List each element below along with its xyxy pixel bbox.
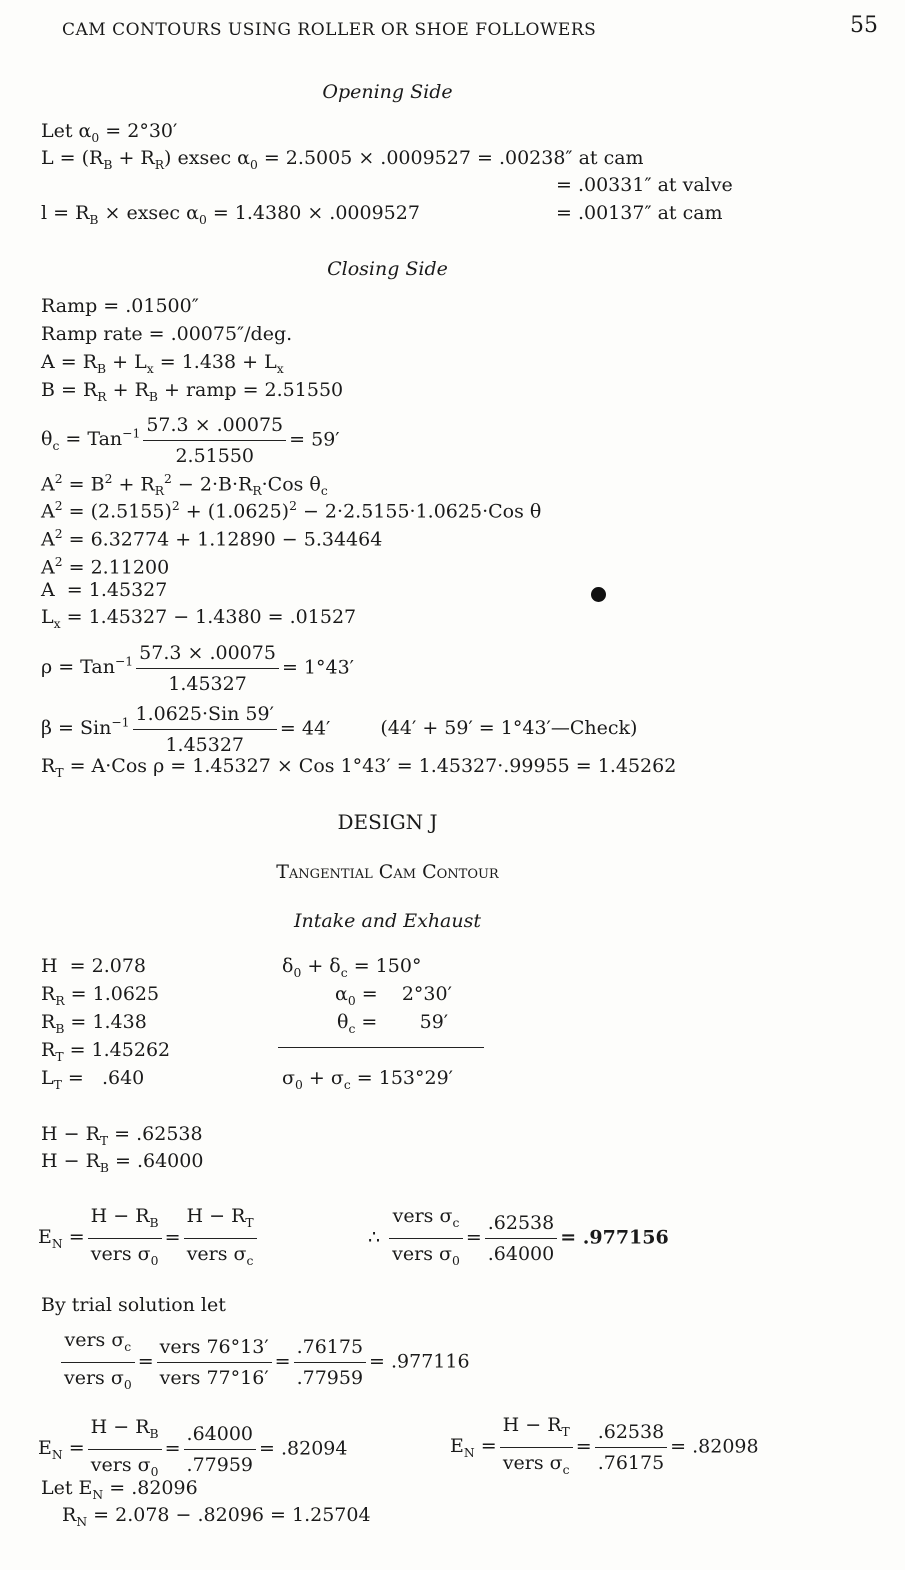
equation: Ramp = .01500″ [41, 295, 199, 317]
denominator: 2.51550 [175, 444, 255, 467]
equation: $A^2 = 6.32774 + 1.12890 - 5.34464$ [41, 527, 383, 551]
angle-value: $\theta_c$ = 59′ [337, 1011, 449, 1036]
denominator: .64000 [487, 1242, 555, 1265]
denominator: .76175 [597, 1451, 665, 1474]
equation: A = 1.45327 [41, 579, 168, 601]
equation-beta [41, 693, 637, 760]
running-header: CAM CONTOURS USING ROLLER OR SHOE FOLLOWERS [62, 20, 597, 40]
text-line: By trial solution let [41, 1294, 226, 1316]
numerator: 1.0625·Sin 59′ [133, 699, 277, 730]
numerator: .62538 [595, 1417, 667, 1448]
fraction [184, 1201, 257, 1276]
equation: $A^2 = 2.11200$ [41, 555, 170, 579]
lhs: $\theta_c = Tan^{-1}$ [41, 427, 141, 454]
lhs: $E_N$ = [38, 1226, 85, 1252]
denominator: .77959 [296, 1366, 364, 1389]
equation: $A^2 = (2.5155)^2 + (1.0625)^2 - 2\cdot 2.5155\cdot 1.0625\cdot Cos$ θ [41, 499, 542, 523]
result: = .977156 [560, 1226, 669, 1249]
denominator: vers $\sigma_0$ [64, 1366, 132, 1392]
equals: = [164, 1437, 181, 1460]
result: = .977116 [369, 1350, 470, 1373]
denominator: vers $\sigma_c$ [186, 1242, 254, 1268]
fraction [88, 1201, 162, 1276]
equation: $R_N = 2.078 - .82096 = 1.25704$ [62, 1504, 371, 1529]
numerator: vers $\sigma_c$ [61, 1325, 135, 1363]
equation: $H - R_T = .62538$ [41, 1123, 203, 1148]
result: = .82094 [259, 1437, 348, 1460]
denominator: vers 77°16′ [159, 1366, 269, 1389]
equals: = [274, 1350, 291, 1373]
equation: $L = (R_B + R_R)$ exsec $\alpha_0 = 2.5005 \times .0009527 = .00238''$ at cam [41, 147, 644, 172]
numerator: $H - R_T$ [500, 1410, 573, 1448]
fraction [157, 1332, 272, 1393]
equation-en-rt [450, 1410, 759, 1485]
denominator: vers $\sigma_0$ [90, 1242, 159, 1268]
lhs: ρ = Tan$^{-1}$ [41, 655, 134, 679]
closing-side-heading: Closing Side [327, 258, 448, 280]
lhs: $E_N$ = [38, 1437, 85, 1463]
lhs: β = Sin$^{-1}$ [41, 716, 130, 740]
angle-value: $\alpha_0$ = 2°30′ [335, 983, 452, 1008]
equals: = [164, 1226, 181, 1249]
equation-en [38, 1201, 260, 1276]
equation: $B = R_R + R_B$ + ramp = 2.51550 [41, 379, 344, 404]
numerator: vers $\sigma_c$ [389, 1201, 463, 1239]
equation: $H - R_B = .64000$ [41, 1150, 204, 1175]
fraction [389, 1201, 463, 1276]
fraction [143, 410, 286, 471]
equation-theta [41, 404, 340, 476]
equation: $A^2 = B^2 + R_R^2 - 2\cdot B\cdot R_R\cdot Cos$ $\theta_c$ [41, 472, 328, 499]
design-subtitle: Tangential Cam Contour [276, 861, 499, 883]
ink-dot [591, 587, 606, 602]
fraction [485, 1208, 557, 1269]
sum-rule [278, 1047, 484, 1048]
equals: = [137, 1350, 154, 1373]
page-number: 55 [850, 13, 878, 38]
denominator: vers $\sigma_0$ [392, 1242, 460, 1268]
numerator: 57.3 × .00075 [136, 638, 279, 669]
numerator: .76175 [294, 1332, 366, 1363]
fraction [500, 1410, 573, 1485]
equation: = .00331″ at valve [556, 174, 733, 196]
equation: = .00137″ at cam [556, 202, 723, 224]
fraction [294, 1332, 366, 1393]
numerator: 57.3 × .00075 [143, 410, 286, 441]
denominator: vers $\sigma_c$ [502, 1451, 570, 1477]
result: = .82098 [670, 1435, 759, 1458]
equals: = [575, 1435, 592, 1458]
section-heading: Intake and Exhaust [293, 910, 482, 932]
denominator: .77959 [186, 1453, 254, 1476]
check-note: (44′ + 59′ = 1°43′—Check) [380, 717, 638, 740]
equation: Ramp rate = .00075″/deg. [41, 323, 293, 345]
fraction [595, 1417, 667, 1478]
result: = 59′ [289, 428, 340, 451]
result: = 1°43′ [281, 656, 354, 679]
numerator: vers 76°13′ [157, 1332, 272, 1363]
denominator: 1.45327 [165, 733, 245, 756]
equation: $R_T = A\cdot Cos$ ρ = 1.45327 × Cos 1°43′ = 1.45327·.99955 = 1.45262 [41, 755, 677, 780]
given-value: $R_B = 1.438$ [41, 1011, 147, 1036]
angle-sum: $\sigma_0 + \sigma_c = 153^\circ 29'$ [282, 1067, 453, 1092]
equation: $A = R_B + L_x = 1.438 + L_x$ [41, 351, 284, 376]
numerator: .62538 [485, 1208, 557, 1239]
numerator: $H - R_T$ [184, 1201, 257, 1239]
equation-rho [41, 632, 354, 699]
equation: Let $E_N = .82096$ [41, 1477, 198, 1502]
fraction [133, 699, 277, 760]
angle-value: $\delta_0 + \delta_c = 150^\circ$ [282, 955, 422, 980]
given-value: H = 2.078 [41, 955, 147, 977]
result: = 44′ [279, 717, 331, 740]
equation: $l = R_B \times exsec$ $\alpha_0 = 1.4380 \times .0009527$ [41, 202, 420, 227]
numerator: $H - R_B$ [88, 1412, 162, 1450]
equation-ratio [368, 1201, 669, 1276]
fraction [136, 638, 279, 699]
fraction [61, 1325, 135, 1400]
equation: Let $\alpha_0 = 2^\circ 30'$ [41, 120, 178, 145]
given-value: $R_R = 1.0625$ [41, 983, 160, 1008]
lhs: $E_N$ = [450, 1435, 497, 1461]
equals: = [465, 1226, 482, 1249]
equation-trial [58, 1325, 470, 1400]
given-value: $R_T = 1.45262$ [41, 1039, 171, 1064]
fraction [184, 1419, 256, 1480]
therefore: ∴ [368, 1226, 381, 1249]
denominator: vers $\sigma_0$ [90, 1453, 159, 1479]
numerator: .64000 [184, 1419, 256, 1450]
design-title: DESIGN J [337, 810, 438, 834]
equation: $L_x = 1.45327 - 1.4380 = .01527$ [41, 606, 357, 631]
denominator: 1.45327 [168, 672, 247, 695]
opening-side-heading: Opening Side [322, 81, 453, 103]
given-value: $L_T = .640$ [41, 1067, 145, 1092]
numerator: $H - R_B$ [88, 1201, 162, 1239]
